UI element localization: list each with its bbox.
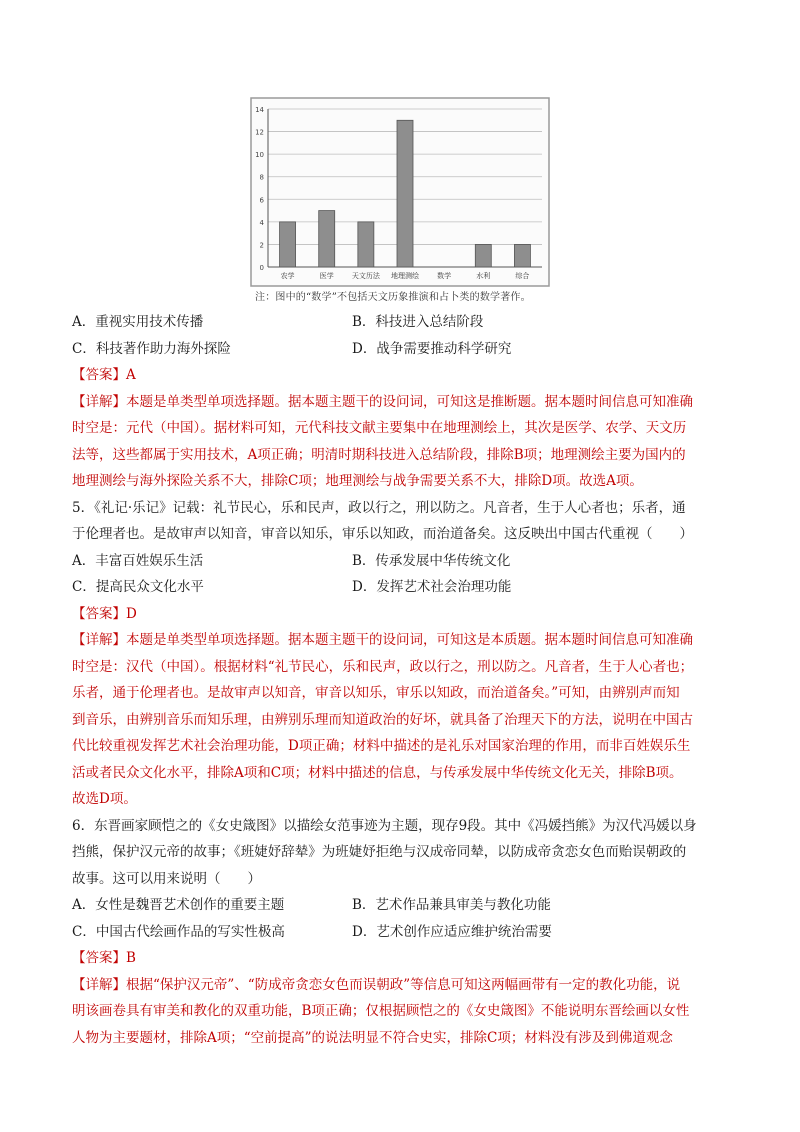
x-tick-label: 地理测绘 [391,272,419,280]
q4-detail-line: 【详解】本题是单类型单项选择题。据本题主题干的设问词，可知这是推断题。据本题时间信息可知准确 [72,393,693,410]
q5-answer: 【答案】D [72,605,137,622]
q5-options-row-2 [72,574,732,601]
y-tick-label: 12 [255,128,264,137]
q6-option-a[interactable]: A．女性是魏晋艺术创作的重要主题 [72,897,285,913]
q4-option-a[interactable]: A．重视实用技术传播 [72,314,204,330]
q5-stem-line: 5．《礼记·乐记》记载：礼节民心，乐和民声，政以行之，刑以防之。凡音者，生于人心者也；乐者，通 [72,499,686,516]
q6-detail-line: 人物为主要题材，排除A项；“空前提高”的说法明显不符合史实，排除C项；材料没有涉及到佛道观念 [72,1029,673,1046]
q6-options-row-1 [72,892,732,919]
q4-detail-line: 地理测绘与海外探险关系不大，排除C项；地理测绘与战争需要关系不大，排除D项。故选A项。 [72,473,643,489]
bar-chart [250,97,550,307]
q6-option-d[interactable]: D．艺术创作应适应维护统治需要 [352,923,552,940]
q5-detail-line: 【详解】本题是单类型单项选择题。据本题主题干的设问词，可知这是本质题。据本题时间信息可知准确 [72,632,693,648]
q5-options-row-1 [72,548,732,575]
q4-options-row-1 [72,309,732,336]
q5-detail-line: 代比较重视发挥艺术社会治理功能，D项正确；材料中描述的是礼乐对国家治理的作用，而非百姓娱乐生 [72,738,691,754]
q4-answer: 【答案】A [72,367,136,383]
q6-stem-line: 6．东晋画家顾恺之的《女史箴图》以描绘女范事迹为主题，现存9段。其中《冯媛挡熊》为汉代冯媛以身 [72,817,697,834]
q5-detail-line: 到音乐，由辨别音乐而知乐理，由辨别乐理而知道政治的好坏，就具备了治理天下的方法，说明在中国古 [72,711,693,728]
x-tick-label: 综合 [515,272,530,280]
q6-detail-line: 【详解】根据“保护汉元帝”、“防成帝贪恋女色而误朝政”等信息可知这两幅画带有一定的教化功能，说 [72,976,681,993]
bar [319,211,335,267]
q5-detail-line: 乐者，通于伦理者也。是故审声以知音，审音以知乐，审乐以知政，而治道备矣。”可知，由辨别声而知 [72,685,680,701]
q6-detail [72,972,732,1052]
x-tick-label: 水利 [476,272,491,280]
q4-option-b[interactable]: B．科技进入总结阶段 [352,314,484,330]
q4-block [72,309,732,1051]
q6-options-row-2 [72,919,732,946]
bar [280,222,296,267]
y-tick-label: 4 [259,218,264,227]
bar [397,120,413,267]
q6-option-c[interactable]: C．中国古代绘画作品的写实性极高 [72,923,285,940]
q6-answer: 【答案】B [72,950,136,966]
q5-detail [72,627,732,813]
q4-options-row-2 [72,336,732,363]
q5-option-c[interactable]: C．提高民众文化水平 [72,579,204,595]
bar-chart-svg [250,97,550,287]
q6-detail-line: 明该画卷具有审美和教化的双重功能，B项正确；仅根据顾恺之的《女史箴图》不能说明东晋绘画以女性 [72,1003,690,1019]
q4-option-d[interactable]: D．战争需要推动科学研究 [352,340,512,357]
y-tick-label: 10 [255,151,264,160]
q4-detail-line: 法等，这些都属于实用技术，A项正确；明清时期科技进入总结阶段，排除B项；地理测绘主要为国内的 [72,446,686,463]
q4-option-c[interactable]: C．科技著作助力海外探险 [72,340,231,357]
y-tick-label: 8 [259,173,264,182]
q4-detail [72,389,732,495]
q5-detail-line: 故选D项。 [72,791,137,807]
q5-stem-line: 于伦理者也。是故审声以知音，审音以知乐，审乐以知政，而治道备矣。这反映出中国古代重视（ ） [72,526,693,542]
bar [514,244,530,267]
y-tick-label: 0 [259,264,264,272]
chart-note: 注：图中的“数学”不包括天文历象推演和占卜类的数学著作。 [255,292,531,303]
q6-stem-line: 挡熊，保护汉元帝的故事；《班婕妤辞辇》为班婕妤拒绝与汉成帝同辇，以防成帝贪恋女色而贻误朝政的 [72,844,687,860]
bar [475,244,491,267]
q4-detail-line: 时空是：元代（中国）。据材料可知，元代科技文献主要集中在地理测绘上，其次是医学、农学、天文历 [72,420,687,436]
x-tick-label: 农学 [280,272,295,280]
x-tick-label: 天文历法 [351,272,380,280]
q5-option-b[interactable]: B．传承发展中华传统文化 [352,552,511,569]
q5-option-d[interactable]: D．发挥艺术社会治理功能 [352,579,512,595]
q6-option-b[interactable]: B．艺术作品兼具审美与教化功能 [352,897,551,913]
q5-detail-line: 时空是：汉代（中国）。根据材料“礼节民心，乐和民声，政以行之，刑以防之。凡音者，生于人心者也； [72,658,694,675]
y-tick-label: 14 [255,106,264,114]
q5-option-a[interactable]: A．丰富百姓娱乐生活 [72,552,204,569]
bar [358,222,374,267]
x-tick-label: 医学 [319,272,334,280]
y-tick-label: 2 [259,241,264,250]
q5-detail-line: 活或者民众文化水平，排除A项和C项；材料中描述的信息，与传承发展中华传统文化无关，排除B项。 [72,764,683,781]
x-tick-label: 数学 [437,272,452,280]
y-tick-label: 6 [259,196,264,205]
q6-stem-line: 故事。这可以用来说明（ ） [72,870,261,887]
